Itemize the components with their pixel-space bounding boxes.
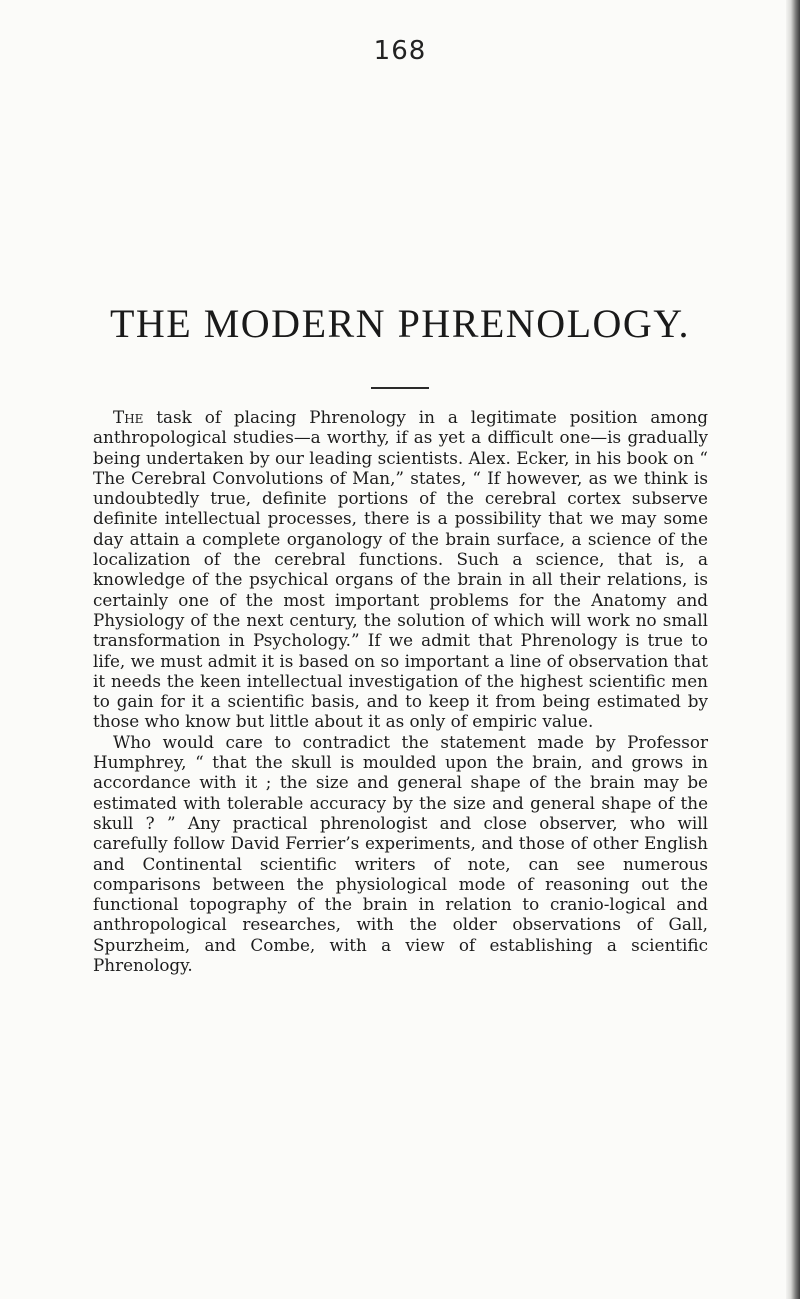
body-text [93, 407, 708, 975]
title-divider [371, 387, 429, 389]
paragraph-1 [93, 407, 708, 732]
paragraph-lead-word: The [113, 407, 144, 427]
paragraph-text: Who would care to contradict the statement made by Professor Humphrey, “ that the skull is moulded upon the brain, and grows in accordance with it ; the size and general shape of the brain may be estimated with tolerable accuracy by the size and general shape of the skull ? ” Any practical phrenologist and close observer, who will carefully follow David Ferrier’s experiments, and those of other English and Continental scientific writers of note, can see numerous comparisons between the physiological mode of reasoning out the functional topography of the brain in relation to cranio-logical and anthropological researches, with the older observations of Gall, Spurzheim, and Combe, with a view of establishing a scientific Phrenology. [93, 731, 708, 976]
book-spine-edge [786, 0, 800, 1299]
paragraph-2 [93, 732, 708, 976]
chapter-title: THE MODERN PHRENOLOGY. [109, 301, 691, 346]
paragraph-text: task of placing Phrenology in a legitimate position among anthropological studies—a worthy, if as yet a difficult one—is gradually being undertaken by our leading scientists. Alex. Ecker, in his book on “ The Cerebral Convolutions of Man,” states, “ If however, as we think is undoubtedly true, definite portions of the cerebral cortex subserve definite intellectual processes, there is a possibility that we may some day attain a complete organology of the brain surface, a science of the localization of the cerebral functions. Such a science, that is, a knowledge of the psychical organs of the brain in all their relations, is certainly one of the most important problems for the Anatomy and Physiology of the next century, the solution of which will work no small transformation in Psychology.” If we admit that Phrenology is true to life, we must admit it is based on so important a line of observation that it needs the keen intellectual investigation of the highest scientific men to gain for it a scientific basis, and to keep it from being estimated by those who know but little about it as only of empiric value. [93, 407, 708, 732]
page-number: 168 [373, 36, 427, 66]
